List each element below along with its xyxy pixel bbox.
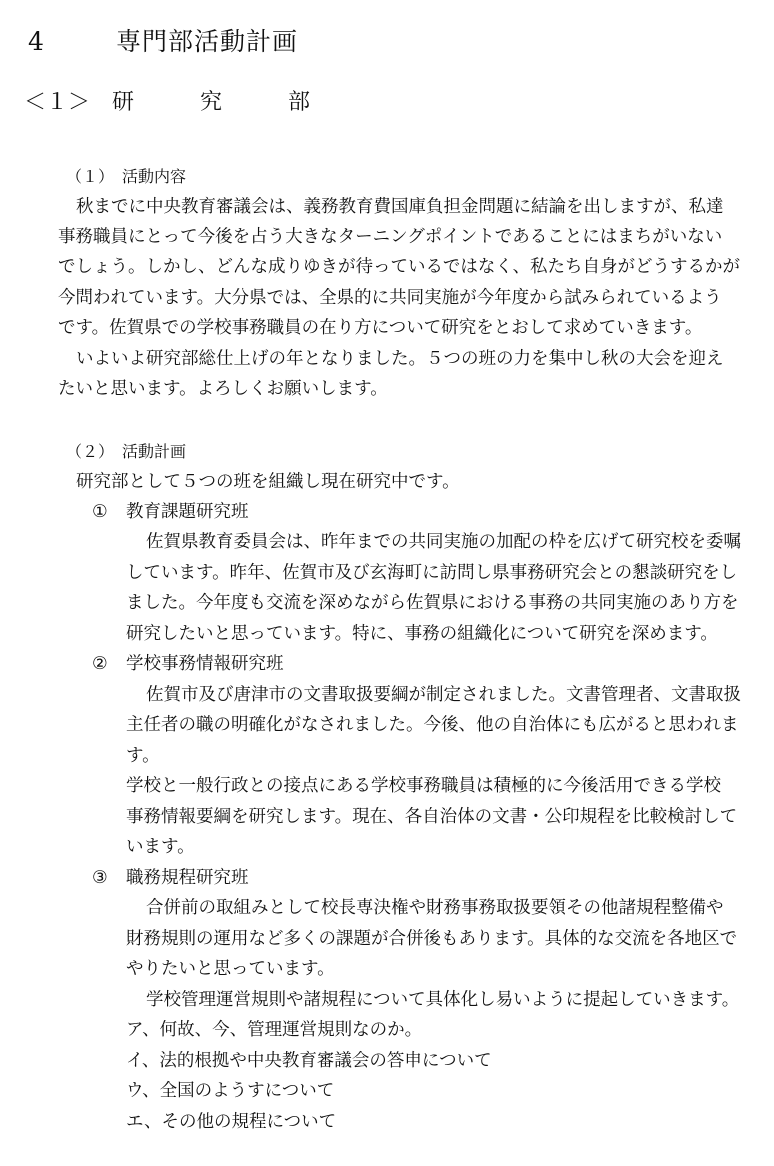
subsection-title-text: 研 究 部 — [112, 90, 333, 115]
paragraph-line: 主任者の職の明確化がなされました。今後、他の自治体にも広がると思われま — [126, 715, 739, 735]
paragraph-line: 秋までに中央教育審議会は、義務教育費国庫負担金問題に結論を出しますが、私達 — [76, 197, 724, 217]
paragraph-line: 事務情報要綱を研究します。現在、各自治体の文書・公印規程を比較検討して — [126, 807, 738, 827]
group-number: ③ — [92, 868, 108, 888]
group-heading — [92, 498, 249, 527]
subsection-number: ＜１＞ — [24, 90, 91, 115]
section-title — [28, 22, 298, 58]
list-item: ア、何故、今、管理運営規則なのか。 — [126, 1020, 423, 1040]
paragraph-line: 学校管理運営規則や諸規程について具体化し易いように提起していきます。 — [146, 990, 740, 1010]
paragraph-line: す。 — [126, 746, 160, 766]
activity-content-heading: （１） 活動内容 — [66, 167, 187, 186]
section-number: 4 — [28, 27, 45, 56]
activity-plan-heading: （２） 活動計画 — [66, 442, 187, 461]
paragraph-line: ました。今年度も交流を深めながら佐賀県における事務の共同実施のあり方を — [126, 593, 739, 613]
group-number: ② — [92, 654, 108, 674]
paragraph-line: たいと思います。よろしくお願いします。 — [58, 379, 388, 399]
group-title: 教育課題研究班 — [126, 502, 249, 522]
paragraph-line: しています。昨年、佐賀市及び玄海町に訪問し県事務研究会との懇談研究をし — [126, 563, 738, 583]
list-item: エ、その他の規程について — [126, 1112, 337, 1132]
subsection-title — [24, 85, 332, 116]
paragraph-line: 佐賀市及び唐津市の文書取扱要綱が制定されました。文書管理者、文書取扱 — [146, 685, 741, 705]
paragraph-line: 合併前の取組みとして校長専決権や財務事務取扱要領その他諸規程整備や — [146, 898, 724, 918]
paragraph-line: いよいよ研究部総仕上げの年となりました。５つの班の力を集中し秋の大会を迎え — [76, 349, 724, 369]
paragraph-line: やりたいと思っています。 — [126, 959, 335, 979]
group-title: 職務規程研究班 — [126, 868, 249, 888]
paragraph-line: 研究したいと思っています。特に、事務の組織化について研究を深めます。 — [126, 624, 718, 644]
paragraph-line: 財務規則の運用など多くの課題が合併後もあります。具体的な交流を各地区で — [126, 929, 738, 949]
paragraph-line: います。 — [126, 837, 195, 857]
paragraph-line: 学校と一般行政との接点にある学校事務職員は積極的に今後活用できる学校 — [126, 776, 721, 796]
paragraph-line: でしょう。しかし、どんな成りゆきが待っているではなく、私たち自身がどうするかが — [58, 257, 740, 277]
list-item: ウ、全国のようすについて — [126, 1081, 335, 1101]
list-item: イ、法的根拠や中央教育審議会の答申について — [126, 1051, 492, 1071]
activity-plan-intro: 研究部として５つの班を組織し現在研究中です。 — [76, 472, 460, 492]
group-heading — [92, 864, 249, 893]
group-number: ① — [92, 502, 108, 522]
paragraph-line: です。佐賀県での学校事務職員の在り方について研究をとおして求めていきます。 — [58, 318, 703, 338]
group-heading — [92, 650, 284, 679]
group-title: 学校事務情報研究班 — [126, 654, 284, 674]
section-title-text: 専門部活動計画 — [116, 27, 299, 56]
paragraph-line: 佐賀県教育委員会は、昨年までの共同実施の加配の枠を広げて研究校を委嘱 — [146, 532, 741, 552]
paragraph-line: 事務職員にとって今後を占う大きなターニングポイントであることにはまちがいない — [58, 227, 723, 247]
paragraph-line: 今問われています。大分県では、全県的に共同実施が今年度から試みられているよう — [58, 288, 722, 308]
